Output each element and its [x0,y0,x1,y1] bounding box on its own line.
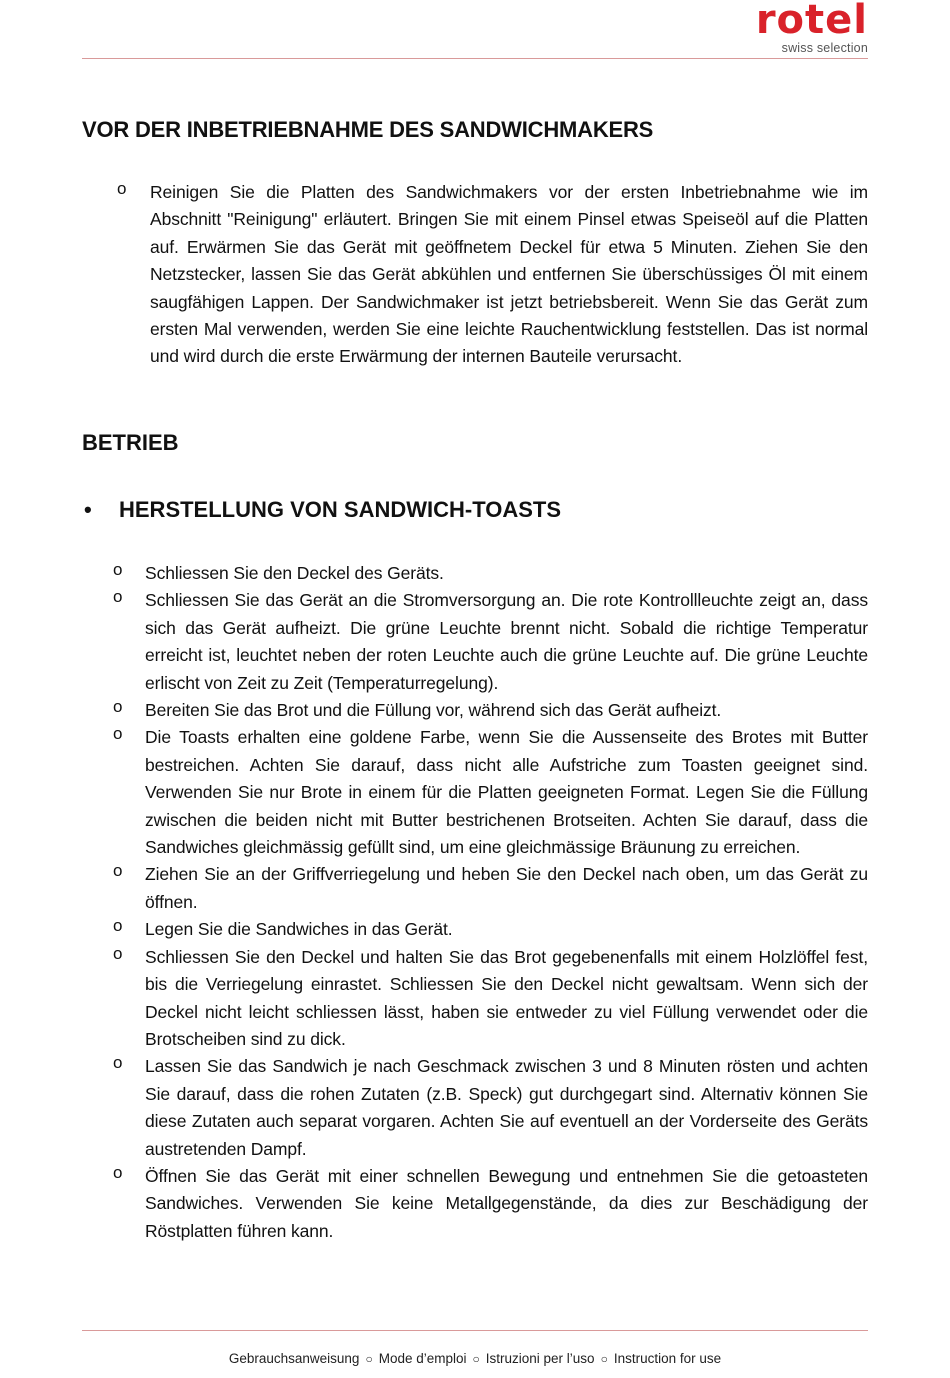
list-item [0,944,950,1054]
list-item [0,916,950,943]
footer [0,1351,950,1366]
list-item-text: Reinigen Sie die Platten des Sandwichmakers vor der ersten Inbetriebnahme wie im Abschnitt "Reinigung" erläutert. Bringen Sie mit einem Pinsel etwas Speiseöl auf die Platten auf. Erwärmen Sie das Gerät mit geöffnetem Deckel für etwa 5 Minuten. Ziehen Sie den Netzstecker, lassen Sie das Gerät abkühlen und entfernen Sie überschüssiges Öl mit einem saugfähigen Lappen. Der Sandwichmaker ist jetzt betriebsbereit. Wenn Sie das Gerät zum ersten Mal verwenden, werden Sie eine leichte Rauchentwicklung feststellen. Das ist normal und wird durch die erste Erwärmung der internen Bauteile verursacht. [150,182,868,367]
footer-item: Istruzioni per l’uso [485,1351,595,1366]
list-bullet-icon: o [113,943,123,963]
list-item [0,560,950,587]
section-title-before-use: VOR DER INBETRIEBNAHME DES SANDWICHMAKERS [82,117,654,142]
list-item-text: Die Toasts erhalten eine goldene Farbe, wenn Sie die Aussenseite des Brotes mit Butter bestreichen. Achten Sie darauf, dass nicht alle Aufstriche zum Toasten geeignet sind. Verwenden Sie nur Brote in einem für die Platten geeigneten Format. Legen Sie die Füllung zwischen die beiden nicht mit Butter bestrichenen Brotseiten. Achten Sie darauf, dass die Sandwiches gleichmässig gefüllt sind, um eine gleichmässige Bräunung zu erreichen. [145,727,868,858]
list-bullet-icon: o [113,560,123,579]
list-item [0,1163,950,1245]
list-bullet-icon: o [113,861,123,881]
list-bullet-icon: o [113,916,123,936]
list-item-text: Öffnen Sie das Gerät mit einer schnellen Bewegung und entnehmen Sie die getoasteten Sandwiches. Verwenden Sie keine Metallgegenstände, da dies zur Beschädigung der Röstplatten führen kann. [145,1165,868,1241]
list-bullet-icon: o [113,697,123,717]
footer-item: Instruction for use [613,1351,722,1366]
footer-separator-icon: ○ [365,1352,373,1366]
list-bullet-icon: o [113,1053,123,1073]
section-title-operation: BETRIEB [82,430,179,455]
brand-tagline: swiss selection [781,41,868,55]
list-bullet-icon: o [113,587,123,607]
list-item-text: Lassen Sie das Sandwich je nach Geschmack zwischen 3 und 8 Minuten rösten und achten Sie darauf, dass die rohen Zutaten (z.B. Speck) gut durchgegart sind. Alternativ können Sie diese Zutaten auch separat vorgaren. Achten Sie auf eventuell an der Vorderseite des Geräts austretenden Dampf. [145,1056,868,1159]
list-item-text: Legen Sie die Sandwiches in das Gerät. [145,919,453,940]
list-item-text: Schliessen Sie den Deckel des Geräts. [145,563,444,583]
list-item-text: Schliessen Sie den Deckel und halten Sie das Brot gegebenenfalls mit einem Holzlöffel fest, bis die Verriegelung einrastet. Schliessen Sie den Deckel nicht gewaltsam. Wenn sich der Deckel nicht leicht schliessen lässt, haben sie entweder zu viel Füllung verwendet oder die Brotscheiben sind zu dick. [145,946,868,1049]
footer-item: Gebrauchsanweisung [228,1351,360,1366]
list-item [0,724,950,861]
bullet-dot-icon: • [84,497,92,522]
list-bullet-icon: o [117,179,127,198]
brand-name: rotel [755,0,868,43]
list-bullet-icon: o [113,1162,123,1182]
brand-logo [718,0,868,56]
sandwich-steps-list [0,560,950,1245]
footer-divider [82,1330,868,1331]
list-item-text: Schliessen Sie das Gerät an die Stromversorgung an. Die rote Kontrollleuchte zeigt an, dass sich das Gerät aufheizt. Die grüne Leuchte brennt nicht. Sobald die richtige Temperatur erreicht ist, leuchtet neben der roten Leuchte auch die grüne Leuchte auf. Die grüne Leuchte erlischt von Zeit zu Zeit (Temperaturregelung). [145,590,868,693]
subsection-title-text: HERSTELLUNG VON SANDWICH-TOASTS [119,497,562,522]
list-item-text: Ziehen Sie an der Griffverriegelung und heben Sie den Deckel nach oben, um das Gerät zu öffnen. [145,864,868,912]
list-item [0,1053,950,1163]
list-item [0,861,950,916]
before-use-list [0,179,950,371]
list-item-text: Bereiten Sie das Brot und die Füllung vor, während sich das Gerät aufheizt. [145,700,722,721]
list-bullet-icon: o [113,724,123,744]
list-item [0,697,950,724]
list-item [0,587,950,697]
footer-separator-icon: ○ [472,1352,480,1366]
footer-separator-icon: ○ [600,1352,608,1366]
footer-item: Mode d’emploi [378,1351,467,1366]
header-divider [82,58,868,59]
list-item [0,179,950,371]
